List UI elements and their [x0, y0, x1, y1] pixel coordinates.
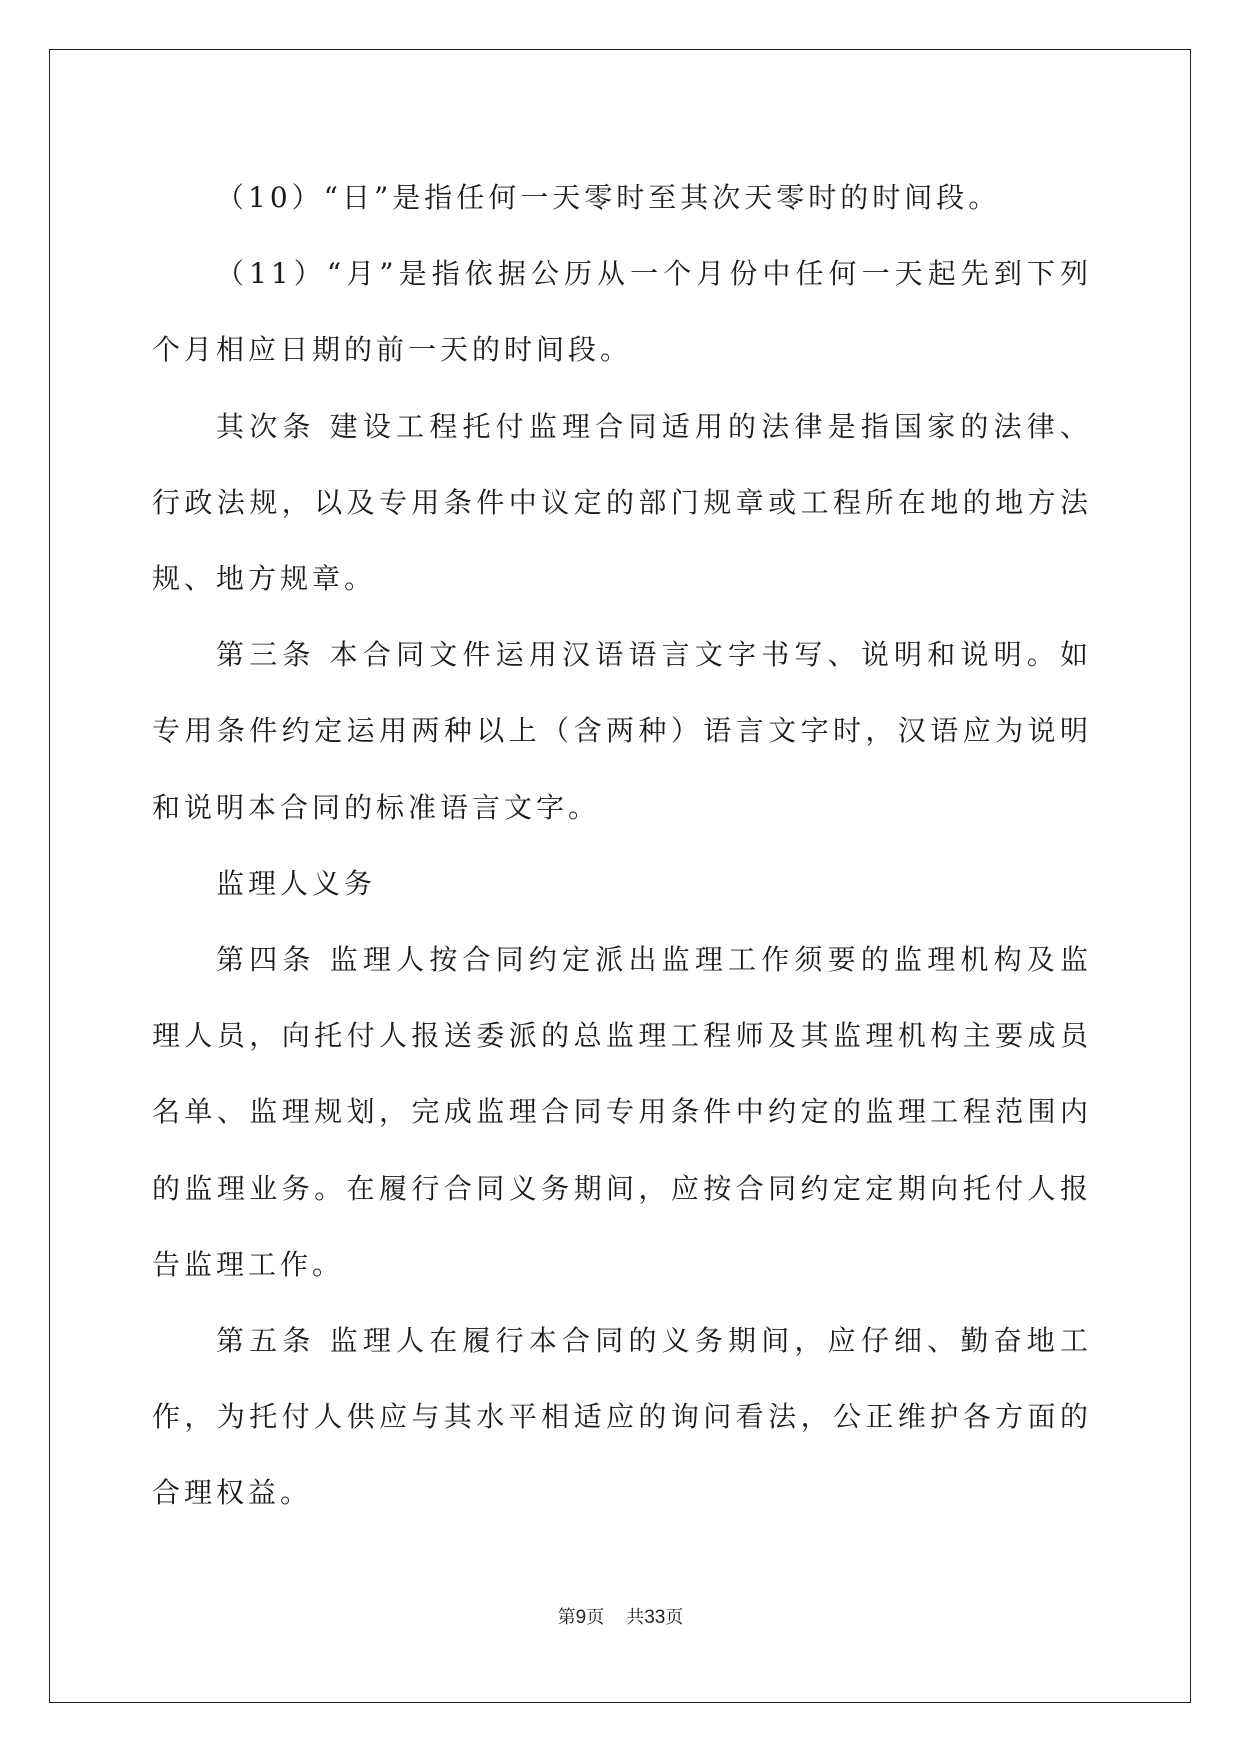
paragraph-article-2: 其次条 建设工程托付监理合同适用的法律是指国家的法律、行政法规，以及专用条件中议定的部门规章或工程所在地的地方法规、地方规章。 [152, 409, 1092, 596]
paragraph-month-definition: （11）“月”是指依据公历从一个月份中任何一天起先到下列个月相应日期的前一天的时间段。 [152, 257, 1092, 367]
page-suffix: 页 [586, 1607, 605, 1628]
total-pages: 33 [644, 1607, 666, 1628]
page-footer [0, 1603, 1241, 1629]
paragraph-day-definition: （10）“日”是指任何一天零时至其次天零时的时间段。 [216, 181, 1001, 214]
paragraph-article-3: 第三条 本合同文件运用汉语语言文字书写、说明和说明。如专用条件约定运用两种以上（含两种）语言文字时，汉语应为说明和说明本合同的标准语言文字。 [152, 638, 1092, 824]
total-prefix: 共 [626, 1607, 645, 1628]
page-prefix: 第 [557, 1607, 576, 1628]
document-body [152, 160, 1092, 1532]
total-suffix: 页 [665, 1607, 684, 1628]
page-number: 9 [575, 1607, 587, 1628]
paragraph-article-5: 第五条 监理人在履行本合同的义务期间，应仔细、勤奋地工作，为托付人供应与其水平相适应的询问看法，公正维护各方面的合理权益。 [152, 1324, 1092, 1510]
paragraph-article-4: 第四条 监理人按合同约定派出监理工作须要的监理机构及监理人员，向托付人报送委派的总监理工程师及其监理机构主要成员名单、监理规划，完成监理合同专用条件中约定的监理工程范围内的监理业务。在履行合同义务期间，应按合同约定定期向托付人报告监理工作。 [152, 943, 1092, 1281]
section-heading-supervisor-obligations: 监理人义务 [216, 866, 377, 900]
